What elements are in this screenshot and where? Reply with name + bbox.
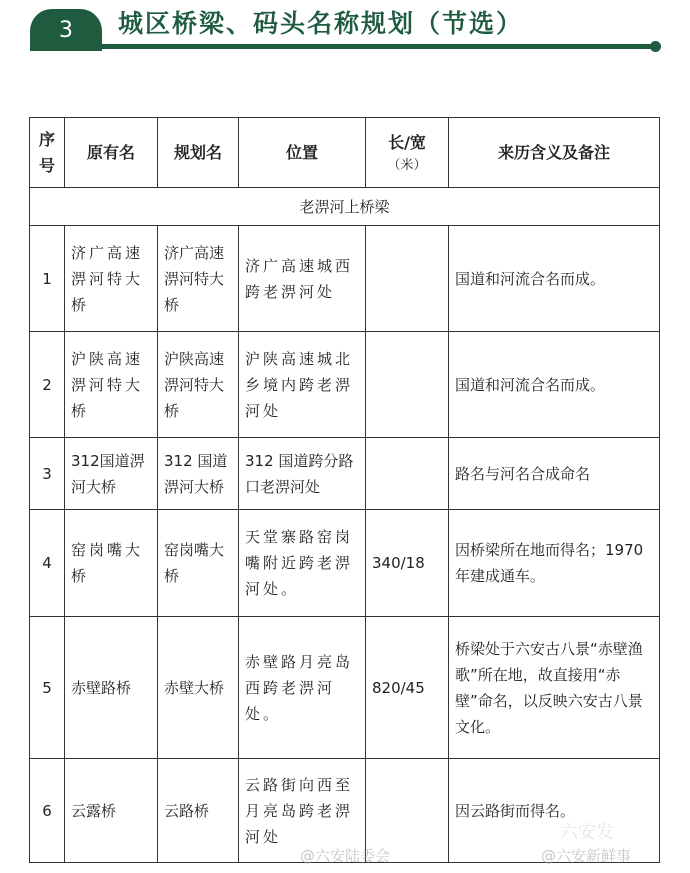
column-header-length-width	[366, 118, 449, 188]
header-divider	[30, 44, 656, 49]
row-original-name: 济广高速淠河特大桥	[65, 226, 158, 332]
column-header-seq	[30, 118, 65, 188]
column-header-location: 位置	[239, 118, 366, 188]
watermark-faint: 六安发	[560, 822, 614, 843]
row-planned-name: 窑岗嘴大桥	[158, 510, 239, 617]
row-planned-name: 沪陕高速淠河特大桥	[158, 332, 239, 438]
row-planned-name: 济广高速淠河特大桥	[158, 226, 239, 332]
row-location: 赤壁路月亮岛西跨老淠河处。	[239, 617, 366, 759]
section-title: 老淠河上桥梁	[30, 188, 660, 226]
bridge-plan-table	[29, 117, 660, 863]
table-row	[30, 332, 660, 438]
watermark-right: @六安新鲜事	[541, 847, 632, 865]
watermark-left: @六安陆委会	[300, 847, 391, 865]
table-row	[30, 510, 660, 617]
row-original-name: 312国道淠河大桥	[65, 438, 158, 510]
row-notes: 因桥梁所在地而得名；1970年建成通车。	[449, 510, 660, 617]
row-location: 济广高速城西跨老淠河处	[239, 226, 366, 332]
row-seq: 2	[30, 332, 65, 438]
row-size	[366, 226, 449, 332]
seq-header-line1: 序	[38, 129, 55, 149]
row-location: 天堂寨路窑岗嘴附近跨老淠河处。	[239, 510, 366, 617]
seq-header-line2: 号	[38, 155, 55, 175]
length-width-unit: （米）	[387, 157, 427, 173]
row-seq: 3	[30, 438, 65, 510]
row-notes: 国道和河流合名而成。	[449, 332, 660, 438]
row-size: 340/18	[366, 510, 449, 617]
row-original-name: 赤壁路桥	[65, 617, 158, 759]
header-divider-dot	[650, 41, 661, 52]
table-header-row	[30, 118, 660, 188]
table-row	[30, 226, 660, 332]
table-row	[30, 438, 660, 510]
row-planned-name: 云路桥	[158, 759, 239, 863]
row-seq: 4	[30, 510, 65, 617]
column-header-planned-name: 规划名	[158, 118, 239, 188]
column-header-original-name: 原有名	[65, 118, 158, 188]
row-notes: 路名与河名合成命名	[449, 438, 660, 510]
row-original-name: 窑岗嘴大桥	[65, 510, 158, 617]
column-header-notes: 来历含义及备注	[449, 118, 660, 188]
section-number-badge: 3	[30, 9, 102, 51]
row-seq: 5	[30, 617, 65, 759]
row-size	[366, 332, 449, 438]
row-size: 820/45	[366, 617, 449, 759]
page-title: 城区桥梁、码头名称规划（节选）	[118, 9, 524, 38]
section-row	[30, 188, 660, 226]
row-notes: 因云路街而得名。	[449, 759, 660, 863]
row-original-name: 沪陕高速淠河特大桥	[65, 332, 158, 438]
row-planned-name: 312 国道淠河大桥	[158, 438, 239, 510]
length-width-label: 长/宽	[388, 132, 426, 152]
row-original-name: 云露桥	[65, 759, 158, 863]
table-row	[30, 617, 660, 759]
row-location: 云路街向西至月亮岛跨老淠河处	[239, 759, 366, 863]
row-seq: 6	[30, 759, 65, 863]
row-notes: 国道和河流合名而成。	[449, 226, 660, 332]
row-seq: 1	[30, 226, 65, 332]
row-notes: 桥梁处于六安古八景“赤壁渔歌”所在地，故直接用“赤壁”命名，以反映六安古八景文化。	[449, 617, 660, 759]
row-size	[366, 438, 449, 510]
row-planned-name: 赤壁大桥	[158, 617, 239, 759]
row-location: 沪陕高速城北乡境内跨老淠河处	[239, 332, 366, 438]
row-location: 312 国道跨分路口老淠河处	[239, 438, 366, 510]
